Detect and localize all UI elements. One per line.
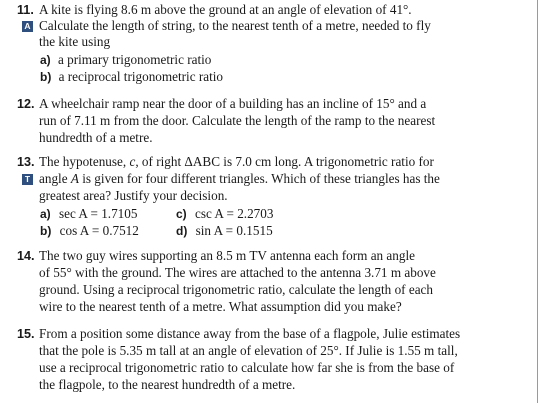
question-text-line: From a position some distance away from the base of a flagpole, Julie estimates	[39, 326, 461, 341]
question-number: 15.	[17, 327, 35, 341]
question-text-line: of 55° with the ground. The wires are attached to the antenna 3.71 m above	[39, 265, 436, 280]
question-text-line: wire to the nearest tenth of a metre. What assumption did you make?	[39, 299, 402, 314]
question-text-line: hundredth of a metre.	[39, 130, 153, 145]
sub-question-b	[40, 69, 223, 85]
variable-a: A	[70, 171, 79, 186]
question-number: 11.	[17, 3, 34, 17]
question-text-line: Calculate the length of string, to the nearest tenth of a metre, needed to fly	[39, 18, 431, 33]
sub-question-text: a reciprocal trigonometric ratio	[58, 69, 224, 84]
sub-question-label: d)	[176, 224, 188, 238]
question-text-line	[39, 171, 440, 187]
question-text-line: greatest area? Justify your decision.	[39, 188, 228, 203]
question-number: 12.	[17, 97, 35, 111]
achievement-category-badge: A	[22, 21, 33, 32]
text-fragment: The hypotenuse,	[39, 154, 130, 169]
question-text-line: that the pole is 5.35 m tall at an angle of elevation of 25°. If Julie is 1.55 m tall,	[39, 343, 458, 358]
question-number: 13.	[17, 155, 35, 169]
question-text-line: run of 7.11 m from the door. Calculate the length of the ramp to the nearest	[39, 113, 436, 128]
sub-question-label: a)	[40, 53, 51, 67]
sub-question-text: cos A = 0.7512	[59, 223, 139, 238]
sub-question-b	[40, 223, 139, 239]
question-text-line: A kite is flying 8.6 m above the ground at an angle of elevation of 41°.	[39, 2, 412, 17]
question-text-line: use a reciprocal trigonometric ratio to calculate how far she is from the base of	[39, 360, 455, 375]
sub-question-d	[176, 223, 273, 239]
text-fragment: angle	[39, 171, 71, 186]
question-text-line: the kite using	[39, 34, 111, 49]
text-fragment: , of right ΔABC is 7.0 cm long. A trigonometric ratio for	[135, 154, 434, 169]
variable-c: c	[129, 154, 136, 169]
sub-question-text: csc A = 2.2703	[194, 206, 274, 221]
question-text-line: the flagpole, to the nearest hundredth of a metre.	[39, 377, 296, 392]
sub-question-a	[40, 206, 137, 222]
sub-question-label: c)	[176, 207, 187, 221]
question-text-line	[39, 154, 434, 170]
question-number: 14.	[17, 249, 35, 263]
sub-question-text: sin A = 0.1515	[195, 223, 273, 238]
sub-question-label: a)	[40, 207, 51, 221]
sub-question-a	[40, 52, 211, 68]
question-text-line: The two guy wires supporting an 8.5 m TV antenna each form an angle	[39, 248, 415, 263]
sub-question-label: b)	[40, 224, 52, 238]
text-fragment: is given for four different triangles. Which of these triangles has the	[78, 171, 440, 186]
sub-question-text: sec A = 1.7105	[58, 206, 138, 221]
question-text-line: A wheelchair ramp near the door of a building has an incline of 15° and a	[39, 96, 427, 111]
page-edge-divider	[537, 0, 538, 403]
sub-question-text: a primary trigonometric ratio	[57, 52, 212, 67]
sub-question-label: b)	[40, 70, 52, 84]
question-text-line: ground. Using a reciprocal trigonometric ratio, calculate the length of each	[39, 282, 434, 297]
sub-question-c	[176, 206, 273, 222]
achievement-category-badge: T	[22, 174, 33, 185]
